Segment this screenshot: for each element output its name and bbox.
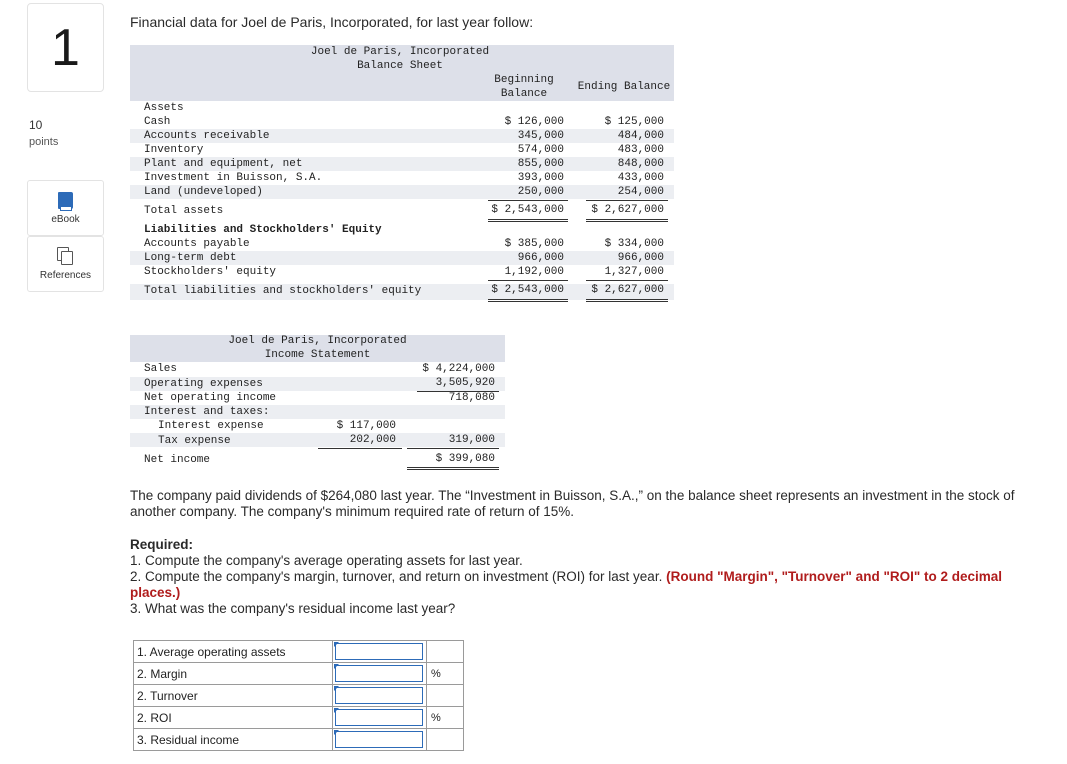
bs-col-begin-line2: Balance <box>500 88 548 100</box>
answer-row <box>134 685 464 707</box>
answer-cell <box>333 685 427 707</box>
subtotal-rule <box>586 280 668 281</box>
answer-cell <box>333 707 427 729</box>
ebook-label: eBook <box>51 213 80 225</box>
asset-label: Cash <box>144 116 171 128</box>
required-item-1: 1. Compute the company's average operating assets for last year. <box>130 553 523 568</box>
bs-col-begin-line1: Beginning <box>494 74 554 86</box>
interest-value: $ 117,000 <box>336 420 396 432</box>
required-block <box>130 537 1030 617</box>
asset-label: Land (undeveloped) <box>144 186 263 198</box>
total-double-rule <box>488 299 568 302</box>
tax-value: 202,000 <box>349 434 396 446</box>
required-item-2-text: 2. Compute the company's margin, turnover, and return on investment (ROI) for last year. <box>130 569 663 584</box>
subtotal-rule <box>586 200 668 201</box>
opex-label: Operating expenses <box>144 378 263 390</box>
references-button[interactable] <box>27 236 104 292</box>
liability-label: Accounts payable <box>144 238 250 250</box>
rounding-instruction: (Round "Margin", "Turnover" and "ROI" to 2 decimal places.) <box>130 569 1003 600</box>
subtotal-rule <box>318 448 402 449</box>
asset-begin: 345,000 <box>517 130 564 142</box>
description-paragraph: The company paid dividends of $264,080 last year. The “Investment in Buisson, S.A.,” on the balance sheet represents an investment in the stock of another company. The company's minimum required rate of return of 15%. <box>130 488 1015 519</box>
answer-row <box>134 729 464 751</box>
net-income-label: Net income <box>144 454 211 466</box>
liabilities-heading: Liabilities and Stockholders' Equity <box>144 224 382 236</box>
total-double-rule <box>586 219 668 222</box>
liability-end: 1,327,000 <box>604 266 664 278</box>
total-liab-end: $ 2,627,000 <box>591 284 664 296</box>
answer-label: 3. Residual income <box>134 729 333 751</box>
total-assets-begin: $ 2,543,000 <box>491 204 564 216</box>
asset-end: 483,000 <box>617 144 664 156</box>
asset-label: Accounts receivable <box>144 130 270 142</box>
input-flag-icon <box>334 664 339 669</box>
residual-income-input[interactable] <box>335 731 423 748</box>
liability-end: $ 334,000 <box>604 238 664 250</box>
total-assets-end: $ 2,627,000 <box>591 204 664 216</box>
answer-table <box>133 640 464 751</box>
total-assets-label: Total assets <box>144 205 224 217</box>
total-double-rule <box>586 299 668 302</box>
noi-value: 718,080 <box>448 392 495 404</box>
references-icon <box>57 247 74 265</box>
turnover-input[interactable] <box>335 687 423 704</box>
is-company: Joel de Paris, Incorporated <box>228 335 407 347</box>
asset-end: 848,000 <box>617 158 664 170</box>
liability-begin: $ 385,000 <box>504 238 564 250</box>
asset-end: 433,000 <box>617 172 664 184</box>
answer-label: 2. Turnover <box>134 685 333 707</box>
total-liab-label: Total liabilities and stockholders' equity <box>144 285 422 297</box>
net-income-value: $ 399,080 <box>435 453 495 465</box>
asset-end: 484,000 <box>617 130 664 142</box>
input-flag-icon <box>334 708 339 713</box>
total-double-rule <box>407 467 499 470</box>
assets-heading: Assets <box>144 102 184 114</box>
subtotal-rule <box>488 280 568 281</box>
liability-end: 966,000 <box>617 252 664 264</box>
points-value: 10 <box>29 118 43 132</box>
asset-label: Plant and equipment, net <box>144 158 303 170</box>
asset-begin: 393,000 <box>517 172 564 184</box>
answer-row <box>134 663 464 685</box>
answer-label: 2. Margin <box>134 663 333 685</box>
average-operating-assets-input[interactable] <box>335 643 423 660</box>
sales-label: Sales <box>144 363 178 375</box>
points-label: points <box>29 136 59 148</box>
subtotal-rule <box>488 200 568 201</box>
noi-label: Net operating income <box>144 392 277 404</box>
total-double-rule <box>488 219 568 222</box>
answer-label: 1. Average operating assets <box>134 641 333 663</box>
bs-company: Joel de Paris, Incorporated <box>310 46 490 58</box>
int-tax-total: 319,000 <box>448 434 495 446</box>
answer-cell <box>333 641 427 663</box>
answer-unit: % <box>427 663 464 685</box>
answer-unit <box>427 729 464 751</box>
required-item-3: 3. What was the company's residual income last year? <box>130 601 456 616</box>
asset-end: 254,000 <box>617 186 664 198</box>
input-flag-icon <box>334 686 339 691</box>
roi-input[interactable] <box>335 709 423 726</box>
subtotal-rule <box>407 448 499 449</box>
tax-label: Tax expense <box>158 435 231 447</box>
liability-label: Long-term debt <box>144 252 237 264</box>
question-number-box <box>27 3 104 92</box>
asset-label: Inventory <box>144 144 204 156</box>
asset-begin: 250,000 <box>517 186 564 198</box>
opex-value: 3,505,920 <box>435 377 495 389</box>
answer-row <box>134 641 464 663</box>
required-title: Required: <box>130 537 194 552</box>
references-label: References <box>39 270 92 281</box>
total-liab-begin: $ 2,543,000 <box>491 284 564 296</box>
asset-begin: 855,000 <box>517 158 564 170</box>
sales-value: $ 4,224,000 <box>422 363 495 375</box>
book-icon <box>58 192 73 209</box>
liability-begin: 966,000 <box>517 252 564 264</box>
asset-label: Investment in Buisson, S.A. <box>144 172 323 184</box>
input-flag-icon <box>334 642 339 647</box>
required-item-2 <box>130 569 1030 601</box>
margin-input[interactable] <box>335 665 423 682</box>
int-tax-heading: Interest and taxes: <box>144 406 270 418</box>
ebook-button[interactable] <box>27 180 104 236</box>
answer-unit: % <box>427 707 464 729</box>
asset-begin: 574,000 <box>517 144 564 156</box>
asset-end: $ 125,000 <box>604 116 664 128</box>
liability-label: Stockholders' equity <box>144 266 277 278</box>
question-number: 1 <box>51 18 80 77</box>
asset-begin: $ 126,000 <box>504 116 564 128</box>
is-title: Income Statement <box>264 349 371 361</box>
answer-row <box>134 707 464 729</box>
input-flag-icon <box>334 730 339 735</box>
answer-unit <box>427 641 464 663</box>
bs-col-end: Ending Balance <box>577 81 671 93</box>
bs-title: Balance Sheet <box>357 60 443 72</box>
answer-label: 2. ROI <box>134 707 333 729</box>
answer-unit <box>427 685 464 707</box>
answer-cell <box>333 663 427 685</box>
interest-label: Interest expense <box>158 420 264 432</box>
answer-cell <box>333 729 427 751</box>
intro-text: Financial data for Joel de Paris, Incorporated, for last year follow: <box>130 14 534 30</box>
liability-begin: 1,192,000 <box>504 266 564 278</box>
